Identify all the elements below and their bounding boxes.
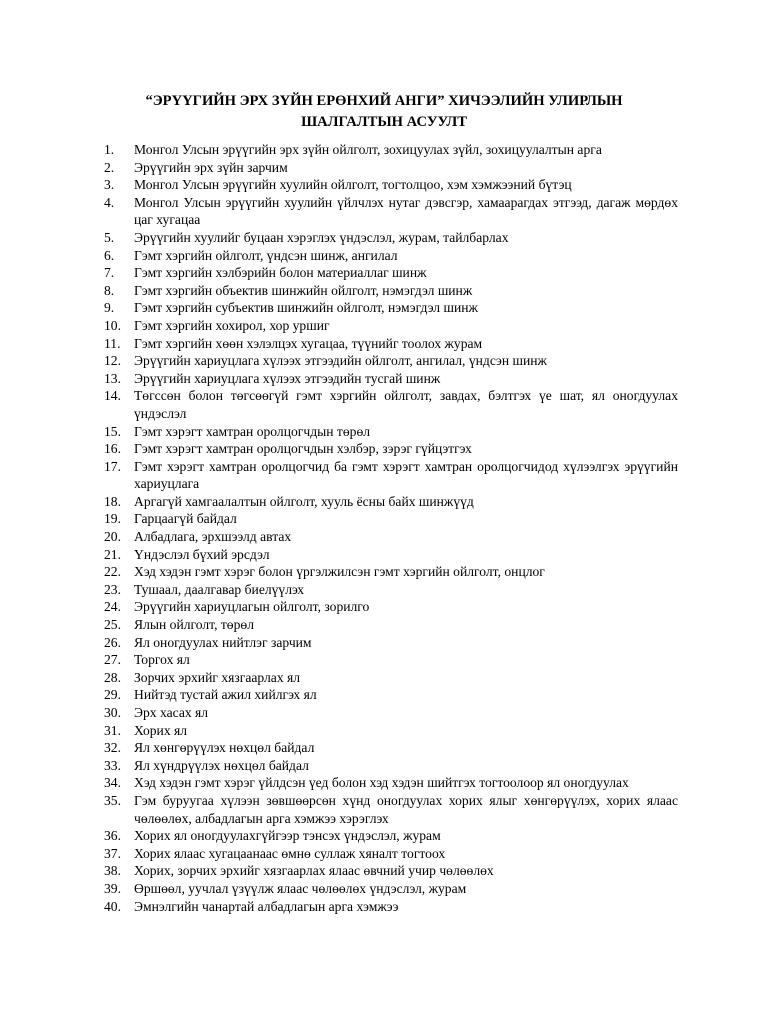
list-item-text: Гэмт хэргийн объектив шинжийн ойлголт, нэмэгдэл шинж	[134, 282, 473, 298]
list-item	[104, 792, 678, 827]
list-item-number: 11.	[104, 335, 121, 351]
list-item	[104, 827, 678, 845]
list-item-number: 28.	[104, 669, 121, 685]
list-item-number: 39.	[104, 880, 121, 896]
list-item-number: 7.	[104, 265, 115, 281]
list-item-number: 13.	[104, 370, 121, 386]
list-item-text: Торгох ял	[134, 652, 190, 668]
list-item-text: Эрүүгийн хариуцлагын ойлголт, зорилго	[134, 599, 370, 615]
list-item-number: 8.	[104, 282, 115, 298]
list-item	[104, 440, 678, 458]
list-item-number: 5.	[104, 229, 115, 245]
list-item-number: 16.	[104, 441, 121, 457]
list-item-number: 21.	[104, 546, 121, 562]
list-item-text: Албадлага, эрхшээлд автах	[134, 529, 292, 545]
list-item-number: 15.	[104, 423, 121, 439]
list-item	[104, 141, 678, 159]
list-item-number: 38.	[104, 863, 121, 879]
document-title	[100, 91, 668, 133]
list-item-number: 6.	[104, 247, 115, 263]
list-item	[104, 370, 678, 388]
list-item-text: Аргагүй хамгаалалтын ойлголт, хууль ёсны байх шинжүүд	[134, 493, 474, 509]
list-item-text: Тушаал, даалгавар биелүүлэх	[134, 581, 305, 597]
list-item-number: 33.	[104, 757, 121, 773]
list-item-text: Хорих ял	[134, 722, 188, 738]
list-item	[104, 722, 678, 740]
list-item-text: Гэмт хэргийн хөөн хэлэлцэх хугацаа, түүнийг тоолох журам	[134, 335, 483, 351]
list-item	[104, 669, 678, 687]
list-item-text: Гэмт хэргийн субъектив шинжийн ойлголт, нэмэгдэл шинж	[134, 300, 478, 316]
list-item-number: 12.	[104, 353, 121, 369]
list-item-text: Ял хүндрүүлэх нөхцөл байдал	[134, 757, 309, 773]
list-item	[104, 299, 678, 317]
list-item	[104, 880, 678, 898]
title-line-2: ШАЛГАЛТЫН АСУУЛТ	[301, 114, 467, 130]
list-item	[104, 247, 678, 265]
list-item	[104, 845, 678, 863]
list-item-text: Үндэслэл бүхий эрсдэл	[134, 546, 270, 562]
list-item-number: 9.	[104, 300, 115, 316]
list-item-text: Хорих ял оногдуулахгүйгээр тэнсэх үндэслэл, журам	[134, 828, 441, 844]
list-item-number: 31.	[104, 722, 121, 738]
list-item	[104, 862, 678, 880]
list-item	[104, 194, 678, 229]
list-item-text: Хэд хэдэн гэмт хэрэг үйлдсэн үед болон хэд хэдэн шийтгэх тогтоолоор ял оногдуулах	[134, 775, 629, 791]
list-item-number: 29.	[104, 687, 121, 703]
list-item	[104, 739, 678, 757]
list-item-number: 26.	[104, 634, 121, 650]
list-item-text: Зорчих эрхийг хязгаарлах ял	[134, 669, 301, 685]
list-item-text: Ял оногдуулах нийтлэг зарчим	[134, 634, 312, 650]
list-item-number: 34.	[104, 775, 121, 791]
list-item-number: 32.	[104, 740, 121, 756]
list-item-number: 37.	[104, 845, 121, 861]
list-item-text: Гэмт хэрэгт хамтран оролцогчид ба гэмт хэрэгт хамтран оролцогчидод хүлээлгэх эрүүгийн хариуцлага	[134, 458, 678, 492]
list-item-number: 17.	[104, 458, 121, 474]
list-item-number: 30.	[104, 705, 121, 720]
question-list	[104, 141, 678, 915]
list-item-number: 20.	[104, 529, 121, 545]
list-item-number: 22.	[104, 564, 121, 580]
list-item	[104, 352, 678, 370]
list-item-text: Нийтэд тустай ажил хийлгэх ял	[134, 687, 317, 703]
list-item-text: Гэм буруугаа хүлээн зөвшөөрсөн хүнд оногдуулах хорих ялыг хөнгөрүүлэх, хорих ялаас чөлөөлөх, албадлагын арга хэмжээ хэрэглэх	[134, 792, 678, 826]
list-item-text: Эмнэлгийн чанартай албадлагын арга хэмжээ	[134, 898, 399, 914]
list-item	[104, 264, 678, 282]
list-item	[104, 581, 678, 599]
list-item-text: Эрүүгийн эрх зүйн зарчим	[134, 159, 288, 175]
list-item-number: 3.	[104, 177, 115, 193]
list-item	[104, 757, 678, 775]
list-item-number: 36.	[104, 828, 121, 844]
list-item-text: Гарцаагүй байдал	[134, 511, 237, 527]
list-item	[104, 898, 678, 916]
list-item-number: 4.	[104, 194, 115, 210]
list-item	[104, 229, 678, 247]
list-item-text: Монгол Улсын эрүүгийн эрх зүйн ойлголт, зохицуулах зүйл, зохицуулалтын арга	[134, 142, 602, 157]
list-item-text: Ялын ойлголт, төрөл	[134, 617, 254, 633]
list-item	[104, 176, 678, 194]
list-item-number: 10.	[104, 317, 121, 333]
list-item-text: Эрх хасах ял	[134, 705, 209, 720]
list-item-text: Гэмт хэргийн хохирол, хор уршиг	[134, 317, 330, 333]
list-item-number: 25.	[104, 617, 121, 633]
list-item	[104, 686, 678, 704]
list-item-number: 1.	[104, 142, 115, 157]
list-item	[104, 282, 678, 300]
list-item-number: 19.	[104, 511, 121, 527]
list-item	[104, 546, 678, 564]
list-item-text: Хэд хэдэн гэмт хэрэг болон үргэлжилсэн гэмт хэргийн ойлголт, онцлог	[134, 564, 545, 580]
list-item	[104, 159, 678, 177]
list-item-text: Эрүүгийн хариуцлага хүлээх этгээдийн тусгай шинж	[134, 370, 441, 386]
list-item-number: 40.	[104, 898, 121, 914]
list-item-text: Төгссөн болон төгсөөгүй гэмт хэргийн ойлголт, завдах, бэлтгэх үе шат, ял оногдуулах үндэслэл	[134, 388, 678, 421]
list-item-text: Гэмт хэрэгт хамтран оролцогчдын хэлбэр, зэрэг гүйцэтгэх	[134, 441, 472, 457]
list-item	[104, 651, 678, 669]
list-item-text: Гэмт хэрэгт хамтран оролцогчдын төрөл	[134, 423, 371, 439]
list-item	[104, 598, 678, 616]
list-item-text: Эрүүгийн хариуцлага хүлээх этгээдийн ойлголт, ангилал, үндсэн шинж	[134, 353, 547, 369]
list-item	[104, 458, 678, 493]
list-item	[104, 423, 678, 441]
list-item	[104, 704, 678, 722]
list-item-text: Хорих, зорчих эрхийг хязгаарлах ялаас өвчний учир чөлөөлөх	[134, 863, 494, 879]
list-item	[104, 387, 678, 422]
list-item-number: 24.	[104, 599, 121, 615]
list-item-number: 23.	[104, 581, 121, 597]
list-item	[104, 335, 678, 353]
list-item-number: 14.	[104, 388, 121, 404]
list-item	[104, 616, 678, 634]
list-item-text: Эрүүгийн хуулийг буцаан хэрэглэх үндэслэл, журам, тайлбарлах	[134, 229, 509, 245]
list-item-text: Хорих ялаас хугацаанаас өмнө суллаж хяналт тогтоох	[134, 845, 446, 861]
list-item-number: 35.	[104, 792, 121, 808]
list-item	[104, 634, 678, 652]
list-item-text: Өршөөл, уучлал үзүүлж ялаас чөлөөлөх үндэслэл, журам	[134, 880, 467, 896]
title-line-1: “ЭРҮҮГИЙН ЭРХ ЗҮЙН ЕРӨНХИЙ АНГИ” ХИЧЭЭЛИЙН УЛИРЛЫН	[145, 93, 623, 109]
list-item-text: Монгол Улсын эрүүгийн хуулийн үйлчлэх нутаг дэвсгэр, хамаарагдах этгээд, дагаж мөрдөх цаг хугацаа	[134, 194, 678, 228]
list-item-number: 18.	[104, 493, 121, 509]
list-item	[104, 774, 678, 792]
list-item-number: 2.	[104, 159, 115, 175]
list-item	[104, 493, 678, 511]
list-item	[104, 528, 678, 546]
list-item	[104, 563, 678, 581]
list-item	[104, 510, 678, 528]
list-item-text: Гэмт хэргийн хэлбэрийн болон материаллаг шинж	[134, 265, 427, 281]
list-item-text: Монгол Улсын эрүүгийн хуулийн ойлголт, тогтолцоо, хэм хэмжээний бүтэц	[134, 177, 572, 193]
list-item-text: Гэмт хэргийн ойлголт, үндсэн шинж, ангилал	[134, 247, 398, 263]
list-item	[104, 317, 678, 335]
list-item-number: 27.	[104, 652, 121, 668]
list-item-text: Ял хөнгөрүүлэх нөхцөл байдал	[134, 740, 315, 756]
